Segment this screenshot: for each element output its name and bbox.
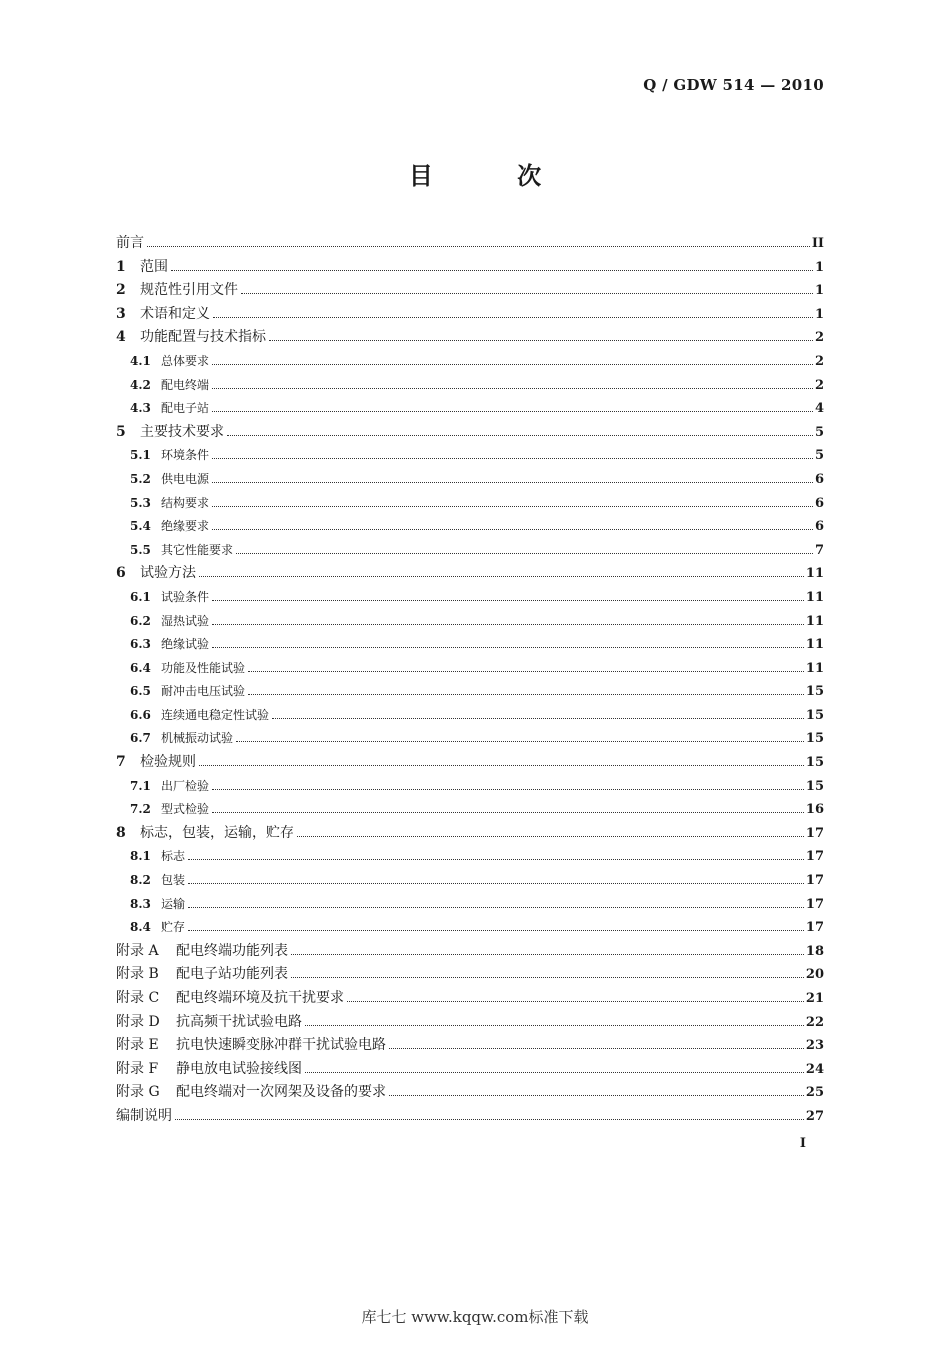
- toc-entry[interactable]: [116, 751, 824, 775]
- toc-dot-leader: [188, 859, 804, 860]
- toc-dot-leader: [236, 741, 804, 742]
- toc-entry-page: 24: [805, 1061, 824, 1077]
- toc-entry-number: 8: [116, 824, 126, 841]
- toc-entry-title: 出厂检验: [161, 778, 210, 793]
- toc-entry-title: 型式检验: [161, 802, 210, 817]
- toc-entry-page: 17: [805, 849, 824, 865]
- toc-entry-title: 湿热试验: [161, 613, 210, 628]
- toc-dot-leader: [212, 411, 813, 412]
- toc-entry-title: 配电终端对一次网架及设备的要求: [176, 1084, 386, 1101]
- toc-dot-leader: [227, 435, 813, 436]
- toc-entry-number: 4.2: [130, 377, 151, 392]
- toc-entry-number: 6.7: [130, 731, 151, 746]
- toc-entry-page: 2: [814, 377, 824, 393]
- toc-entry-page: 17: [805, 896, 824, 912]
- toc-entry[interactable]: [116, 444, 824, 468]
- toc-entry-number: 8.4: [130, 920, 151, 935]
- toc-entry-number: 4: [116, 329, 126, 346]
- toc-dot-leader: [291, 954, 804, 955]
- toc-entry[interactable]: [116, 963, 824, 987]
- toc-dot-leader: [199, 765, 804, 766]
- toc-entry[interactable]: [116, 893, 824, 917]
- toc-entry-number: 6.2: [130, 613, 151, 628]
- toc-entry-page: 5: [814, 448, 824, 464]
- toc-dot-leader: [212, 789, 804, 790]
- toc-entry-page: 11: [805, 566, 824, 582]
- toc-dot-leader: [236, 553, 813, 554]
- toc-dot-leader: [389, 1095, 804, 1096]
- toc-entry[interactable]: [116, 1105, 824, 1129]
- toc-entry-page: 4: [814, 401, 824, 417]
- page-number: I: [799, 1136, 806, 1151]
- toc-entry-number: 6: [116, 565, 126, 582]
- toc-entry-title: 编制说明: [116, 1107, 172, 1124]
- toc-entry[interactable]: [116, 492, 824, 516]
- toc-entry[interactable]: [116, 350, 824, 374]
- toc-entry-number: 6.1: [130, 589, 151, 604]
- toc-title: 目 次: [408, 161, 580, 190]
- toc-entry-number: 5: [116, 423, 126, 440]
- toc-entry-title: 供电电源: [161, 471, 210, 486]
- toc-entry-page: 16: [805, 802, 824, 818]
- table-of-contents: [116, 232, 824, 1129]
- toc-entry-title: 包装: [161, 873, 186, 888]
- toc-entry-page: 15: [805, 684, 824, 700]
- toc-entry-title: 前言: [116, 235, 144, 251]
- toc-entry-page: 11: [805, 589, 824, 605]
- toc-entry-title: 其它性能要求: [161, 542, 234, 557]
- footer-watermark: 库七七 www.kqqw.com标准下载: [361, 1308, 589, 1326]
- toc-dot-leader: [248, 694, 804, 695]
- toc-entry[interactable]: [116, 1011, 824, 1035]
- toc-entry[interactable]: [116, 657, 824, 681]
- toc-entry-page: II: [811, 236, 824, 251]
- toc-entry[interactable]: [116, 727, 824, 751]
- toc-entry-page: 15: [805, 755, 824, 771]
- toc-entry[interactable]: [116, 515, 824, 539]
- toc-dot-leader: [212, 600, 804, 601]
- toc-entry-title: 配电终端环境及抗干扰要求: [176, 990, 344, 1006]
- toc-dot-leader: [213, 317, 813, 318]
- toc-entry-number: 7: [116, 754, 126, 771]
- toc-entry[interactable]: [116, 633, 824, 657]
- toc-entry[interactable]: [116, 539, 824, 563]
- toc-entry-title: 绝缘试验: [161, 637, 210, 652]
- toc-entry-number: 5.1: [130, 448, 151, 463]
- toc-entry[interactable]: [116, 775, 824, 799]
- toc-dot-leader: [212, 458, 813, 459]
- toc-entry-page: 1: [814, 283, 824, 299]
- toc-entry-number: 2: [116, 282, 126, 299]
- toc-entry-page: 11: [805, 613, 824, 629]
- toc-dot-leader: [269, 340, 813, 341]
- toc-dot-leader: [297, 836, 804, 837]
- toc-dot-leader: [389, 1048, 804, 1049]
- toc-dot-leader: [212, 624, 804, 625]
- toc-entry-title: 标志: [161, 849, 186, 864]
- toc-entry-number: 附录 G: [116, 1084, 160, 1101]
- toc-entry-title: 机械振动试验: [161, 731, 234, 746]
- toc-entry-number: 附录 E: [116, 1037, 159, 1054]
- toc-entry-page: 15: [805, 778, 824, 794]
- toc-entry-number: 7.2: [130, 802, 151, 817]
- toc-entry-title: 术语和定义: [140, 305, 210, 322]
- toc-entry-number: 附录 F: [116, 1060, 159, 1077]
- toc-entry-page: 1: [814, 306, 824, 322]
- toc-dot-leader: [212, 812, 804, 813]
- toc-entry-page: 2: [814, 330, 824, 346]
- toc-entry-page: 15: [805, 707, 824, 723]
- toc-entry-number: 附录 D: [116, 1013, 160, 1030]
- toc-entry-title: 连续通电稳定性试验: [161, 707, 270, 722]
- toc-dot-leader: [305, 1072, 804, 1073]
- toc-entry-title: 抗电快速瞬变脉冲群干扰试验电路: [176, 1037, 386, 1054]
- toc-entry-title: 绝缘要求: [161, 519, 210, 534]
- toc-entry-page: 22: [805, 1014, 824, 1030]
- toc-entry-page: 1: [814, 259, 824, 275]
- toc-dot-leader: [212, 482, 813, 483]
- toc-dot-leader: [305, 1025, 804, 1026]
- toc-entry[interactable]: [116, 1034, 824, 1058]
- toc-entry-title: 规范性引用文件: [140, 282, 238, 299]
- toc-entry-page: 17: [805, 873, 824, 889]
- toc-entry-title: 配电子站功能列表: [176, 966, 288, 983]
- toc-dot-leader: [241, 293, 813, 294]
- toc-entry-page: 2: [814, 353, 824, 369]
- toc-entry-page: 18: [805, 943, 824, 959]
- toc-entry[interactable]: [116, 987, 824, 1011]
- toc-entry[interactable]: [116, 869, 824, 893]
- toc-dot-leader: [291, 977, 804, 978]
- toc-entry-number: 8.2: [130, 873, 151, 888]
- toc-entry-title: 配电终端功能列表: [176, 942, 288, 959]
- toc-dot-leader: [188, 930, 804, 931]
- toc-dot-leader: [199, 576, 804, 577]
- toc-entry-title: 试验方法: [140, 565, 196, 582]
- toc-entry[interactable]: [116, 562, 824, 586]
- toc-entry-page: 17: [805, 825, 824, 841]
- toc-entry-title: 总体要求: [161, 353, 210, 368]
- toc-entry[interactable]: [116, 916, 824, 940]
- document-code: Q / GDW 514 — 2010: [643, 76, 824, 94]
- toc-entry[interactable]: [116, 1058, 824, 1082]
- toc-entry-page: 6: [814, 471, 824, 487]
- toc-entry-title: 功能及性能试验: [161, 660, 246, 675]
- toc-entry-page: 11: [805, 660, 824, 676]
- toc-entry-number: 6.5: [130, 684, 151, 699]
- toc-dot-leader: [188, 883, 804, 884]
- toc-entry-number: 附录 B: [116, 966, 159, 983]
- toc-entry[interactable]: [116, 397, 824, 421]
- toc-entry-number: 8.3: [130, 896, 151, 911]
- toc-entry-title: 标志，包装，运输，贮存: [140, 824, 294, 841]
- toc-dot-leader: [248, 671, 804, 672]
- toc-entry[interactable]: [116, 374, 824, 398]
- toc-entry-page: 5: [814, 424, 824, 440]
- toc-entry-page: 6: [814, 519, 824, 535]
- toc-entry[interactable]: [116, 421, 824, 445]
- toc-entry-page: 15: [805, 731, 824, 747]
- toc-entry-page: 23: [805, 1038, 824, 1054]
- toc-dot-leader: [212, 364, 813, 365]
- toc-entry-number: 3: [116, 305, 126, 322]
- toc-entry-number: 8.1: [130, 849, 151, 864]
- toc-entry-title: 静电放电试验接线图: [176, 1060, 302, 1077]
- toc-dot-leader: [175, 1119, 804, 1120]
- toc-entry-page: 17: [805, 920, 824, 936]
- toc-entry[interactable]: [116, 1081, 824, 1105]
- toc-entry[interactable]: [116, 326, 824, 350]
- toc-entry-number: 6.3: [130, 637, 151, 652]
- toc-entry-title: 环境条件: [161, 448, 210, 463]
- toc-entry-number: 7.1: [130, 778, 151, 793]
- toc-entry-number: 4.3: [130, 401, 151, 416]
- toc-entry-title: 范围: [140, 258, 168, 275]
- toc-entry-page: 25: [805, 1085, 824, 1101]
- toc-entry[interactable]: [116, 468, 824, 492]
- toc-entry[interactable]: [116, 610, 824, 634]
- toc-entry-title: 贮存: [161, 920, 186, 935]
- toc-entry[interactable]: [116, 279, 824, 303]
- toc-entry[interactable]: [116, 822, 824, 846]
- toc-entry-title: 配电终端: [161, 377, 210, 392]
- toc-entry[interactable]: [116, 704, 824, 728]
- toc-entry[interactable]: [116, 586, 824, 610]
- toc-entry-number: 5.3: [130, 495, 151, 510]
- toc-dot-leader: [347, 1001, 804, 1002]
- toc-entry-number: 4.1: [130, 353, 151, 368]
- toc-dot-leader: [212, 647, 804, 648]
- toc-entry-page: 11: [805, 637, 824, 653]
- toc-dot-leader: [147, 246, 810, 247]
- toc-entry-page: 7: [814, 542, 824, 558]
- toc-entry[interactable]: [116, 232, 824, 256]
- toc-entry-page: 21: [805, 991, 824, 1006]
- toc-entry[interactable]: [116, 845, 824, 869]
- toc-entry-title: 功能配置与技术指标: [140, 329, 266, 346]
- toc-entry-title: 运输: [161, 896, 186, 911]
- toc-entry-number: 5.5: [130, 542, 151, 557]
- toc-entry-number: 5.4: [130, 519, 151, 534]
- toc-dot-leader: [212, 529, 813, 530]
- toc-entry-title: 试验条件: [161, 589, 210, 604]
- toc-entry-title: 配电子站: [161, 401, 210, 416]
- toc-entry-page: 27: [805, 1108, 824, 1124]
- toc-entry-title: 主要技术要求: [140, 423, 224, 440]
- toc-entry-number: 6.6: [130, 707, 151, 722]
- toc-entry-number: 1: [116, 258, 126, 275]
- toc-entry[interactable]: [116, 256, 824, 280]
- toc-entry[interactable]: [116, 798, 824, 822]
- toc-entry-title: 耐冲击电压试验: [161, 684, 246, 699]
- toc-entry-title: 抗高频干扰试验电路: [176, 1013, 302, 1030]
- toc-dot-leader: [171, 270, 813, 271]
- toc-entry-page: 20: [805, 967, 824, 983]
- toc-dot-leader: [188, 907, 804, 908]
- toc-entry-number: 5.2: [130, 471, 151, 486]
- toc-entry[interactable]: [116, 940, 824, 964]
- toc-entry-number: 附录 A: [116, 942, 159, 959]
- toc-dot-leader: [272, 718, 804, 719]
- toc-entry[interactable]: [116, 680, 824, 704]
- toc-dot-leader: [212, 506, 813, 507]
- toc-entry-title: 检验规则: [140, 754, 196, 771]
- toc-entry-page: 6: [814, 495, 824, 511]
- toc-entry-number: 6.4: [130, 660, 151, 675]
- toc-entry-number: 附录 C: [116, 990, 160, 1006]
- toc-entry[interactable]: [116, 303, 824, 327]
- toc-dot-leader: [212, 388, 813, 389]
- toc-entry-title: 结构要求: [161, 495, 210, 510]
